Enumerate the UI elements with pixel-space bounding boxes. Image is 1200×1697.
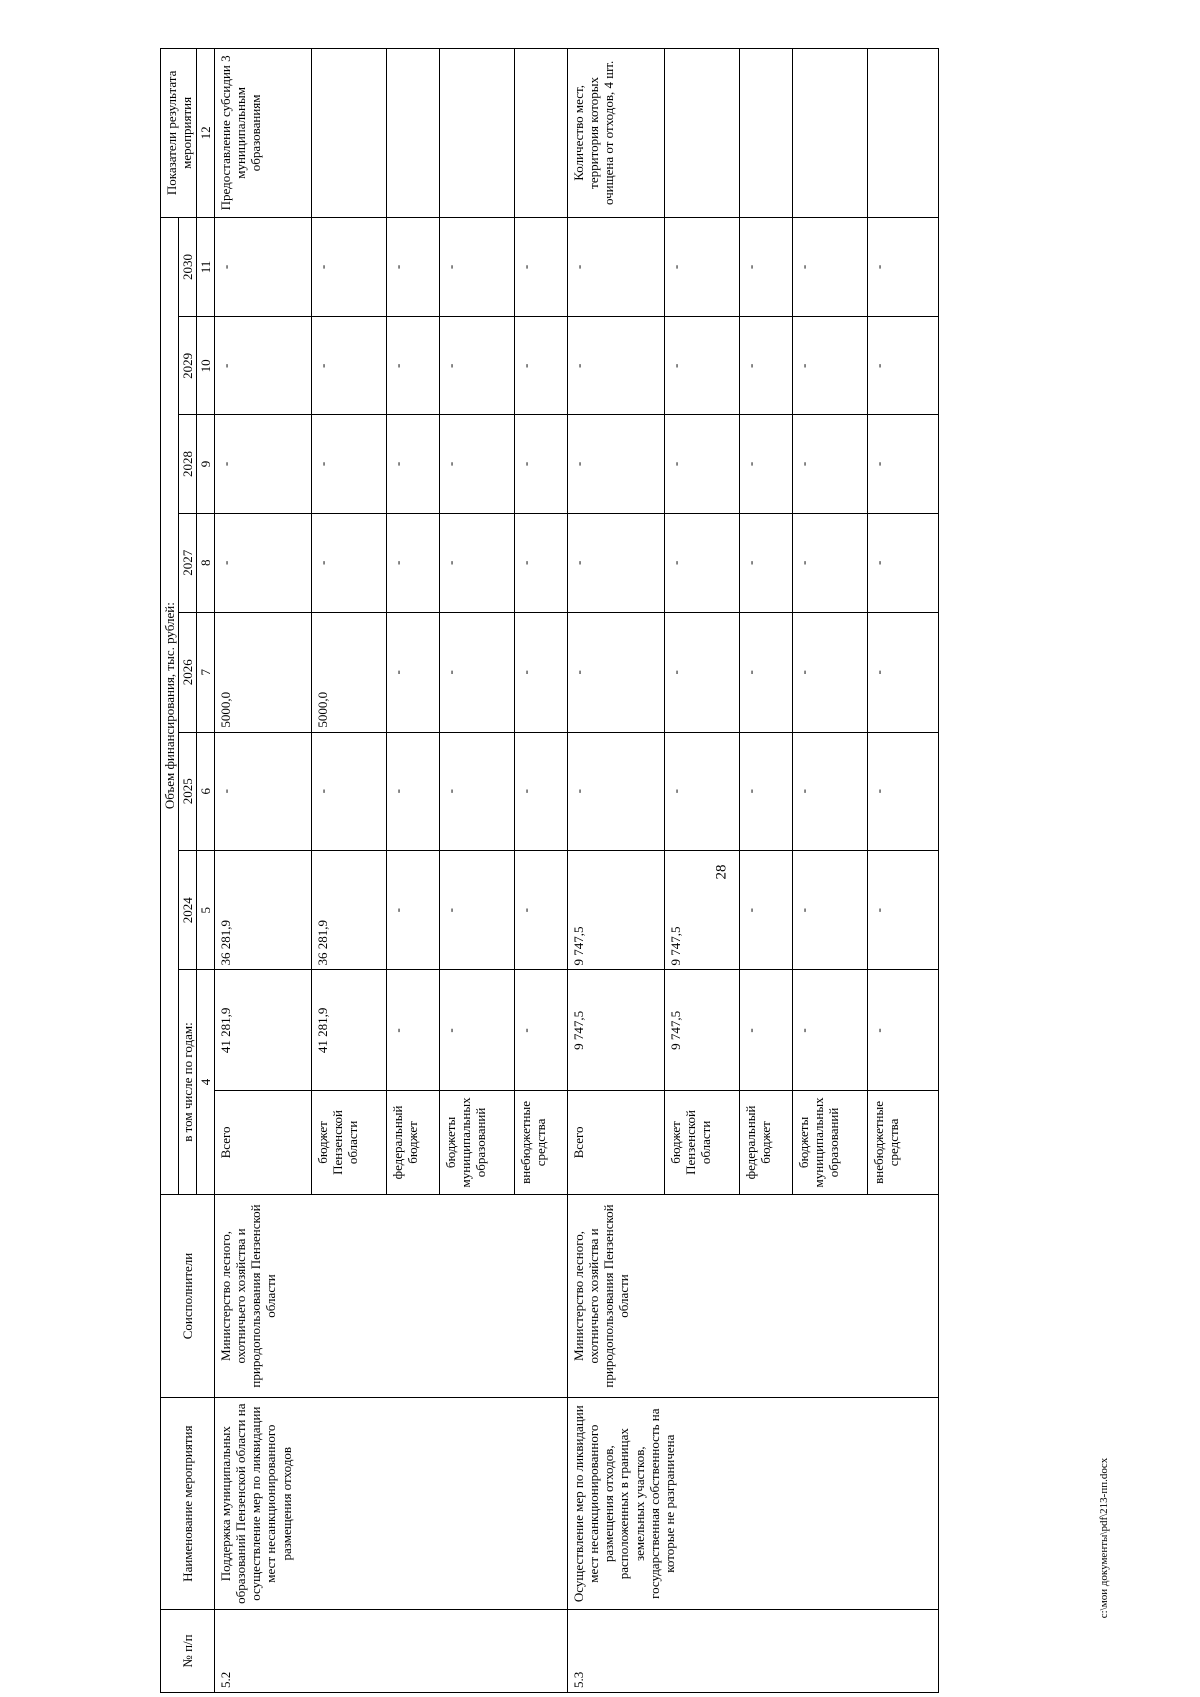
header-year-2026: 2026 — [179, 613, 197, 733]
value-2026: - — [740, 613, 793, 733]
header-year-2027: 2027 — [179, 513, 197, 612]
result-empty — [793, 49, 868, 218]
value-2030: - — [568, 217, 665, 316]
value-2024: - — [515, 850, 568, 970]
value-2029: - — [215, 317, 312, 415]
value-2024: - — [387, 850, 440, 970]
value-2025: - — [665, 732, 740, 850]
source-label: внебюджетные средства — [515, 1091, 568, 1194]
col-number-9: 9 — [197, 415, 215, 513]
header-funding-title: Объем финансирования, тыс. рублей: — [161, 217, 179, 1194]
value-2024: - — [740, 850, 793, 970]
value-2030: - — [215, 217, 312, 316]
row-5-2-result: Предоставление субсидии 3 муниципальным образованиям — [215, 49, 312, 218]
value-2024: 9 747,5 — [568, 850, 665, 970]
source-total: - — [868, 970, 939, 1091]
col-number-8: 8 — [197, 513, 215, 612]
value-2030: - — [868, 217, 939, 316]
value-2026: - — [793, 613, 868, 733]
value-2026: - — [440, 613, 515, 733]
value-2030: - — [440, 217, 515, 316]
value-2029: - — [740, 317, 793, 415]
header-by-year: в том числе по годам: — [179, 970, 197, 1194]
source-total: 9 747,5 — [665, 970, 740, 1091]
col-number-10: 10 — [197, 317, 215, 415]
source-label: федеральный бюджет — [740, 1091, 793, 1194]
value-2029: - — [440, 317, 515, 415]
source-total: - — [387, 970, 440, 1091]
value-2029: - — [868, 317, 939, 415]
value-2025: - — [515, 732, 568, 850]
value-2028: - — [215, 415, 312, 513]
row-5-3-num: 5.3 — [568, 1609, 939, 1692]
col-number-6: 6 — [197, 732, 215, 850]
value-2028: - — [793, 415, 868, 513]
value-2030: - — [793, 217, 868, 316]
value-2029: - — [793, 317, 868, 415]
value-2028: - — [515, 415, 568, 513]
source-total: 41 281,9 — [312, 970, 387, 1091]
row-5-2-total — [215, 49, 312, 1693]
value-2027: - — [515, 513, 568, 612]
value-2028: - — [312, 415, 387, 513]
value-2028: - — [387, 415, 440, 513]
result-empty — [440, 49, 515, 218]
value-2028: - — [868, 415, 939, 513]
source-label: бюджеты муниципальных образований — [793, 1091, 868, 1194]
header-year-2030: 2030 — [179, 217, 197, 316]
value-2030: - — [312, 217, 387, 316]
value-2026: - — [868, 613, 939, 733]
header-year-2024: 2024 — [179, 850, 197, 970]
source-label: Всего — [215, 1091, 312, 1194]
value-2025: - — [793, 732, 868, 850]
source-label: Всего — [568, 1091, 665, 1194]
result-empty — [515, 49, 568, 218]
source-total: - — [440, 970, 515, 1091]
value-2029: - — [387, 317, 440, 415]
value-2029: - — [568, 317, 665, 415]
source-total: 41 281,9 — [215, 970, 312, 1091]
col-number-4: 4 — [197, 970, 215, 1194]
value-2027: - — [568, 513, 665, 612]
value-2026: - — [387, 613, 440, 733]
col-number-11: 11 — [197, 217, 215, 316]
row-5-2-name: Поддержка муниципальных образований Пензенской области на осуществление мер по ликвидации мест несанкционированного размещения отходов — [215, 1398, 568, 1609]
row-5-3-result: Количество мест, территория которых очищена от отходов, 4 шт. — [568, 49, 665, 218]
source-label: бюджет Пензенской области — [665, 1091, 740, 1194]
value-2028: - — [440, 415, 515, 513]
value-2027: - — [740, 513, 793, 612]
source-label: федеральный бюджет — [387, 1091, 440, 1194]
result-empty — [740, 49, 793, 218]
value-2030: - — [740, 217, 793, 316]
source-label: бюджет Пензенской области — [312, 1091, 387, 1194]
value-2027: - — [868, 513, 939, 612]
row-5-2-executor: Министерство лесного, охотничьего хозяйства и природопользования Пензенской области — [215, 1194, 568, 1398]
header-executors: Соисполнители — [161, 1194, 215, 1398]
value-2027: - — [215, 513, 312, 612]
row-5-3-name: Осуществление мер по ликвидации мест несанкционированного размещения отходов, расположенных в границах земельных участков, государственная собственность на которые не разграничена — [568, 1398, 939, 1609]
rotated-table-container — [160, 48, 1000, 1693]
source-total: - — [793, 970, 868, 1091]
header-result: Показатели результата мероприятия — [161, 49, 197, 218]
value-2024: - — [793, 850, 868, 970]
value-2028: - — [665, 415, 740, 513]
value-2027: - — [665, 513, 740, 612]
source-label: внебюджетные средства — [868, 1091, 939, 1194]
value-2025: - — [868, 732, 939, 850]
funding-table — [160, 48, 939, 1693]
value-2026: - — [568, 613, 665, 733]
value-2026: 5000,0 — [215, 613, 312, 733]
col-number-7: 7 — [197, 613, 215, 733]
value-2027: - — [440, 513, 515, 612]
value-2026: - — [515, 613, 568, 733]
value-2028: - — [740, 415, 793, 513]
value-2024: - — [868, 850, 939, 970]
value-2027: - — [387, 513, 440, 612]
col-number-12: 12 — [197, 49, 215, 218]
result-empty — [868, 49, 939, 218]
source-total: - — [515, 970, 568, 1091]
value-2025: - — [215, 732, 312, 850]
result-empty — [665, 49, 740, 218]
row-5-2-num: 5.2 — [215, 1609, 568, 1692]
source-total: - — [740, 970, 793, 1091]
header-num: № п/п — [161, 1609, 215, 1692]
value-2025: - — [312, 732, 387, 850]
value-2027: - — [312, 513, 387, 612]
value-2026: 5000,0 — [312, 613, 387, 733]
value-2030: - — [387, 217, 440, 316]
page-number: 28 — [713, 864, 730, 880]
value-2024: 9 747,5 — [665, 850, 740, 970]
source-label: бюджеты муниципальных образований — [440, 1091, 515, 1194]
header-year-2029: 2029 — [179, 317, 197, 415]
value-2027: - — [793, 513, 868, 612]
col-number-5: 5 — [197, 850, 215, 970]
value-2024: 36 281,9 — [312, 850, 387, 970]
value-2024: - — [440, 850, 515, 970]
value-2030: - — [665, 217, 740, 316]
header-year-2025: 2025 — [179, 732, 197, 850]
header-name: Наименование мероприятия — [161, 1398, 215, 1609]
value-2026: - — [665, 613, 740, 733]
value-2025: - — [740, 732, 793, 850]
value-2025: - — [440, 732, 515, 850]
value-2029: - — [515, 317, 568, 415]
value-2025: - — [568, 732, 665, 850]
value-2029: - — [312, 317, 387, 415]
value-2030: - — [515, 217, 568, 316]
value-2025: - — [387, 732, 440, 850]
value-2024: 36 281,9 — [215, 850, 312, 970]
result-empty — [387, 49, 440, 218]
row-5-3-executor: Министерство лесного, охотничьего хозяйства и природопользования Пензенской области — [568, 1194, 939, 1398]
value-2029: - — [665, 317, 740, 415]
header-year-2028: 2028 — [179, 415, 197, 513]
value-2028: - — [568, 415, 665, 513]
row-5-3-total — [568, 49, 665, 1693]
footer-file-path: c:\мои документы\pdf\213-пп.docx — [1098, 1457, 1110, 1619]
source-total: 9 747,5 — [568, 970, 665, 1091]
result-empty — [312, 49, 387, 218]
